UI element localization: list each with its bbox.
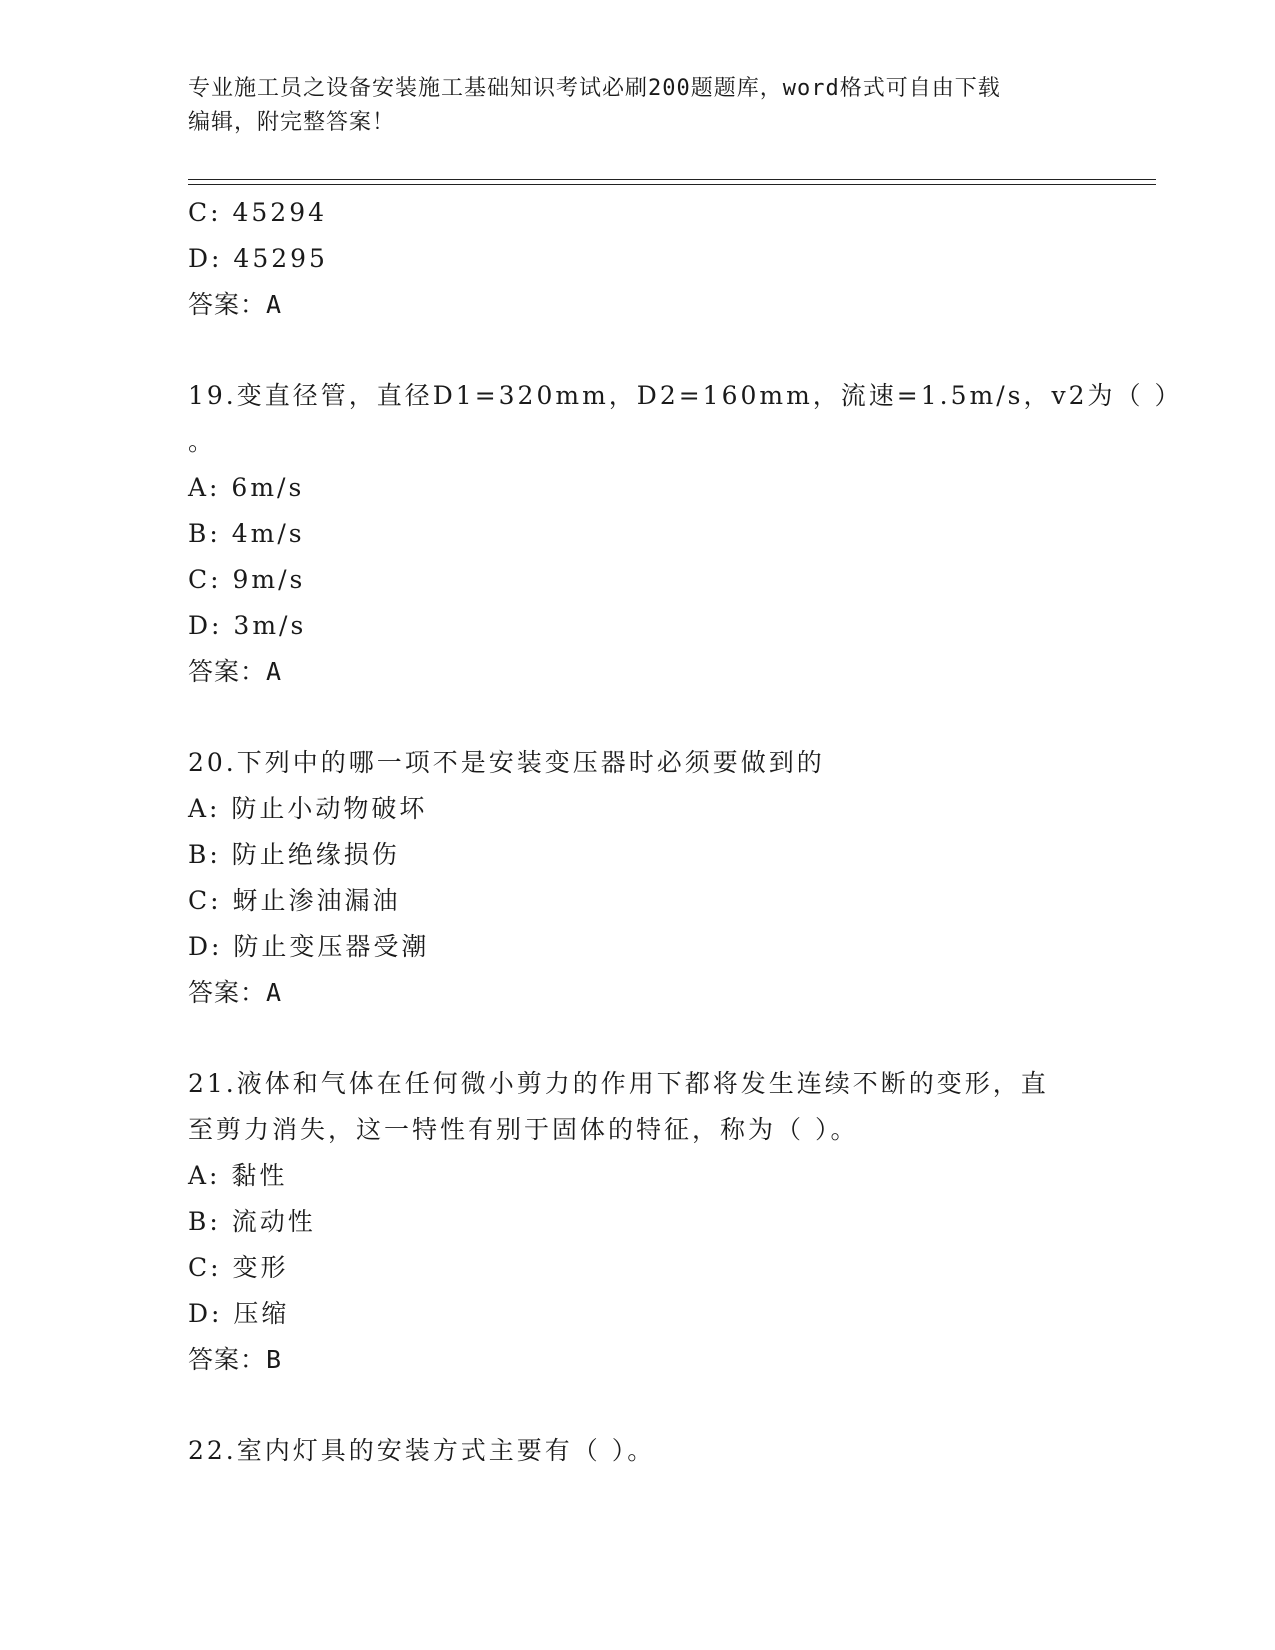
question-stem-cont: 至剪力消失，这一特性有别于固体的特征，称为（ ）。 bbox=[188, 1115, 859, 1144]
question-block-20 bbox=[188, 740, 1088, 1016]
question-stem: 20.下列中的哪一项不是安装变压器时必须要做到的 bbox=[188, 748, 825, 777]
question-block-19 bbox=[188, 373, 1183, 695]
document-header bbox=[188, 72, 1068, 140]
answer-line: 答案：A bbox=[188, 978, 283, 1007]
answer-line: 答案：A bbox=[188, 657, 283, 686]
question-block-prev bbox=[188, 190, 1088, 328]
answer-line: 答案：A bbox=[188, 290, 283, 319]
option-a: A: 黏性 bbox=[188, 1161, 288, 1190]
question-block-22 bbox=[188, 1428, 1088, 1474]
question-stem-cont: 。 bbox=[188, 427, 217, 456]
option-d: D: 压缩 bbox=[188, 1299, 290, 1328]
header-line-1: 专业施工员之设备安装施工基础知识考试必刷200题题库，word格式可自由下载 bbox=[188, 76, 1001, 101]
option-d: D: 3m/s bbox=[188, 611, 307, 640]
answer-line: 答案：B bbox=[188, 1345, 283, 1374]
option-c: C: 蚜止渗油漏油 bbox=[188, 886, 401, 915]
option-b: B: 流动性 bbox=[188, 1207, 316, 1236]
spacer bbox=[188, 328, 1088, 373]
option-a: A: 6m/s bbox=[188, 473, 305, 502]
option-c: C: 9m/s bbox=[188, 565, 306, 594]
question-stem: 19.变直径管，直径D1=320mm，D2=160mm，流速=1.5m/s，v2为（ ） bbox=[188, 381, 1183, 410]
option-b: B: 4m/s bbox=[188, 519, 305, 548]
option-c: C: 45294 bbox=[188, 198, 328, 227]
question-stem: 21.液体和气体在任何微小剪力的作用下都将发生连续不断的变形，直 bbox=[188, 1069, 1049, 1098]
header-rule-top bbox=[188, 179, 1156, 180]
header-line-2: 编辑，附完整答案！ bbox=[188, 110, 396, 135]
question-stem: 22.室内灯具的安装方式主要有（ ）。 bbox=[188, 1436, 656, 1465]
spacer bbox=[188, 1016, 1088, 1061]
option-a: A: 防止小动物破坏 bbox=[188, 794, 428, 823]
spacer bbox=[188, 1383, 1088, 1428]
option-b: B: 防止绝缘损伤 bbox=[188, 840, 400, 869]
option-d: D: 防止变压器受潮 bbox=[188, 932, 430, 961]
header-rule-bottom bbox=[188, 184, 1156, 185]
question-block-21 bbox=[188, 1061, 1088, 1383]
option-d: D: 45295 bbox=[188, 244, 328, 273]
spacer bbox=[188, 695, 1088, 740]
option-c: C: 变形 bbox=[188, 1253, 289, 1282]
question-content bbox=[188, 190, 1183, 1474]
